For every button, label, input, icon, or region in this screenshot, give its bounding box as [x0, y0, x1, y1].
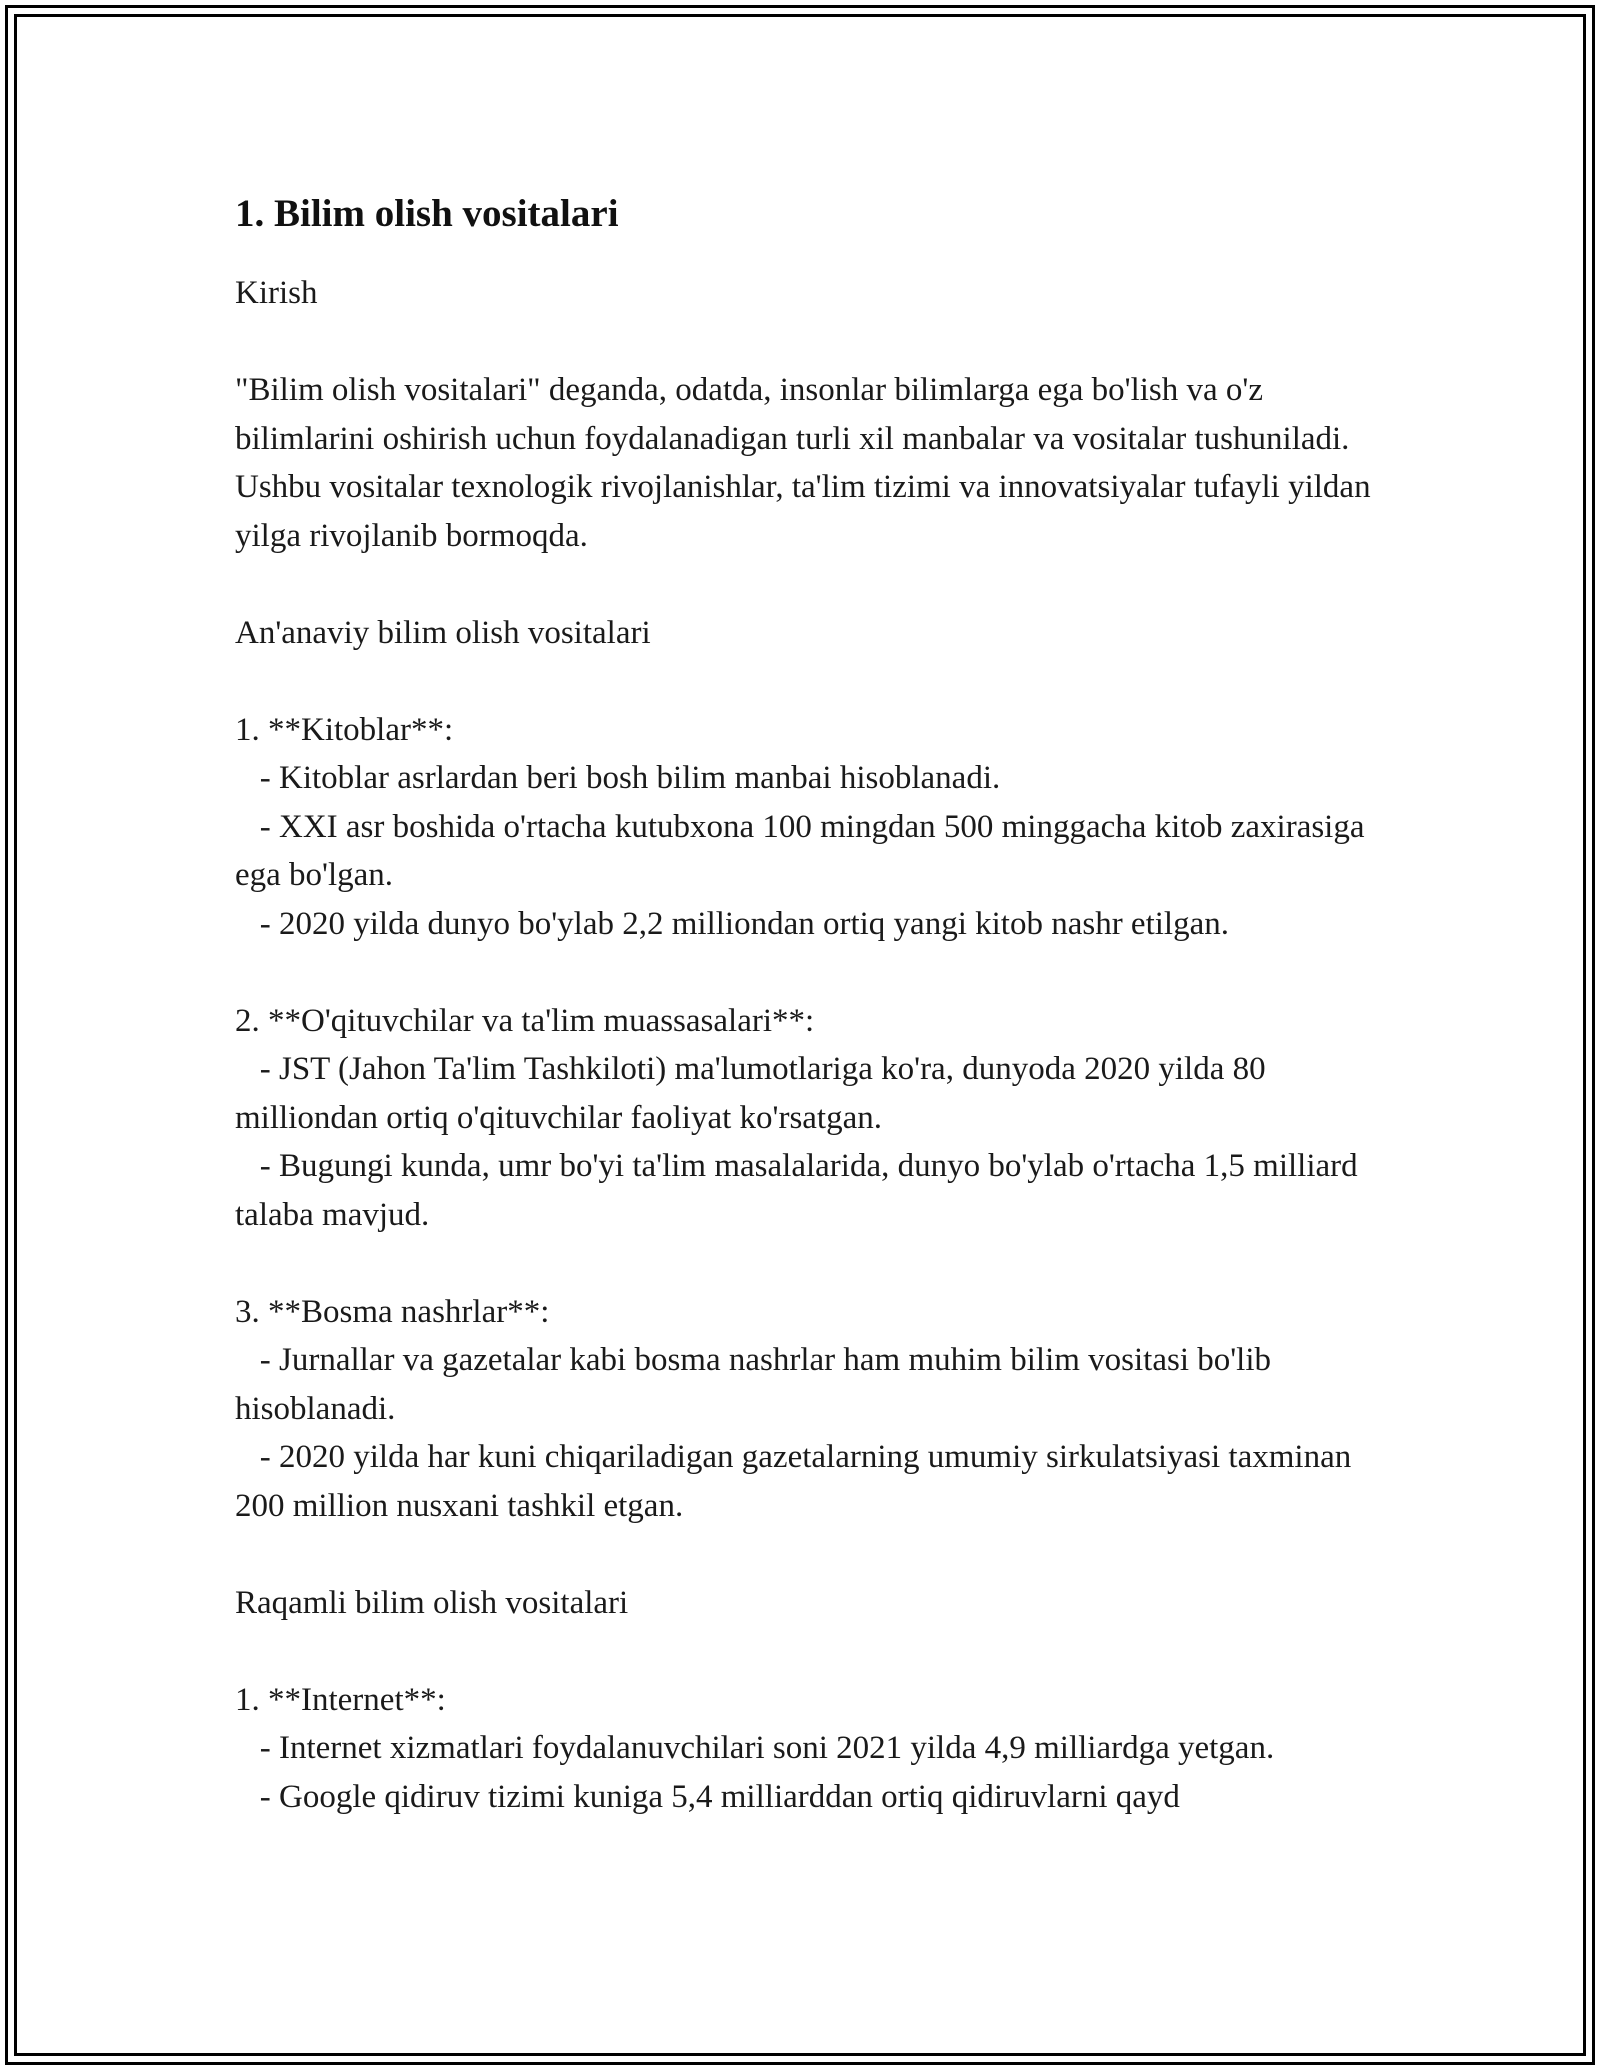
digital-heading: Raqamli bilim olish vositalari: [235, 1584, 629, 1621]
list-item: [235, 706, 1385, 949]
list-item-title: 1. **Internet**:: [235, 1681, 446, 1718]
traditional-heading: An'anaviy bilim olish vositalari: [235, 614, 651, 651]
list-item: [235, 997, 1385, 1240]
list-item-point: - Internet xizmatlari foydalanuvchilari soni 2021 yilda 4,9 milliardga yetgan.: [235, 1730, 1275, 1766]
spacer: [235, 1530, 1385, 1579]
list-item-point: - JST (Jahon Ta'lim Tashkiloti) ma'lumotlariga ko'ra, dunyoda 2020 yilda 80 milliondan ortiq o'qituvchilar faoliyat ko'rsatgan.: [235, 1051, 1274, 1136]
list-item-title: 1. **Kitoblar**:: [235, 711, 454, 748]
list-item-point: - Kitoblar asrlardan beri bosh bilim manbai hisoblanadi.: [235, 760, 1001, 796]
intro-paragraph: "Bilim olish vositalari" deganda, odatda, insonlar bilimlarga ega bo'lish va o'z bilimlarini oshirish uchun foydalanadigan turli xil manbalar va vositalar tushuniladi. Ushbu vositalar texnologik rivojlanishlar, ta'lim tizimi va innovatsiyalar tufayli yildan yilga rivojlanib bormoqda.: [235, 372, 1379, 554]
list-item-point: - Jurnallar va gazetalar kabi bosma nashrlar ham muhim bilim vositasi bo'lib hisoblanadi.: [235, 1342, 1280, 1427]
spacer: [235, 1627, 1385, 1676]
spacer: [235, 318, 1385, 367]
document-body: [235, 188, 1385, 1821]
spacer: [235, 657, 1385, 706]
list-item-title: 2. **O'qituvchilar va ta'lim muassasalari**:: [235, 1002, 815, 1039]
spacer: [235, 560, 1385, 609]
list-item-point: - Bugungi kunda, umr bo'yi ta'lim masalalarida, dunyo bo'ylab o'rtacha 1,5 milliard talaba mavjud.: [235, 1148, 1366, 1233]
intro-heading: Kirish: [235, 275, 318, 311]
document-title: 1. Bilim olish vositalari: [235, 192, 619, 235]
list-item-point: - 2020 yilda har kuni chiqariladigan gazetalarning umumiy sirkulatsiyasi taxminan 200 million nusxani tashkil etgan.: [235, 1439, 1360, 1524]
spacer: [235, 948, 1385, 997]
list-item-point: - 2020 yilda dunyo bo'ylab 2,2 milliondan ortiq yangi kitob nashr etilgan.: [235, 905, 1229, 942]
list-item-title: 3. **Bosma nashrlar**:: [235, 1293, 550, 1330]
spacer: [235, 1239, 1385, 1288]
list-item: [235, 1288, 1385, 1531]
list-item-point: - Google qidiruv tizimi kuniga 5,4 milliarddan ortiq qidiruvlarni qayd: [235, 1778, 1180, 1815]
list-item: [235, 1676, 1385, 1822]
list-item-point: - XXI asr boshida o'rtacha kutubxona 100 mingdan 500 minggacha kitob zaxirasiga ega bo'lgan.: [235, 808, 1373, 893]
